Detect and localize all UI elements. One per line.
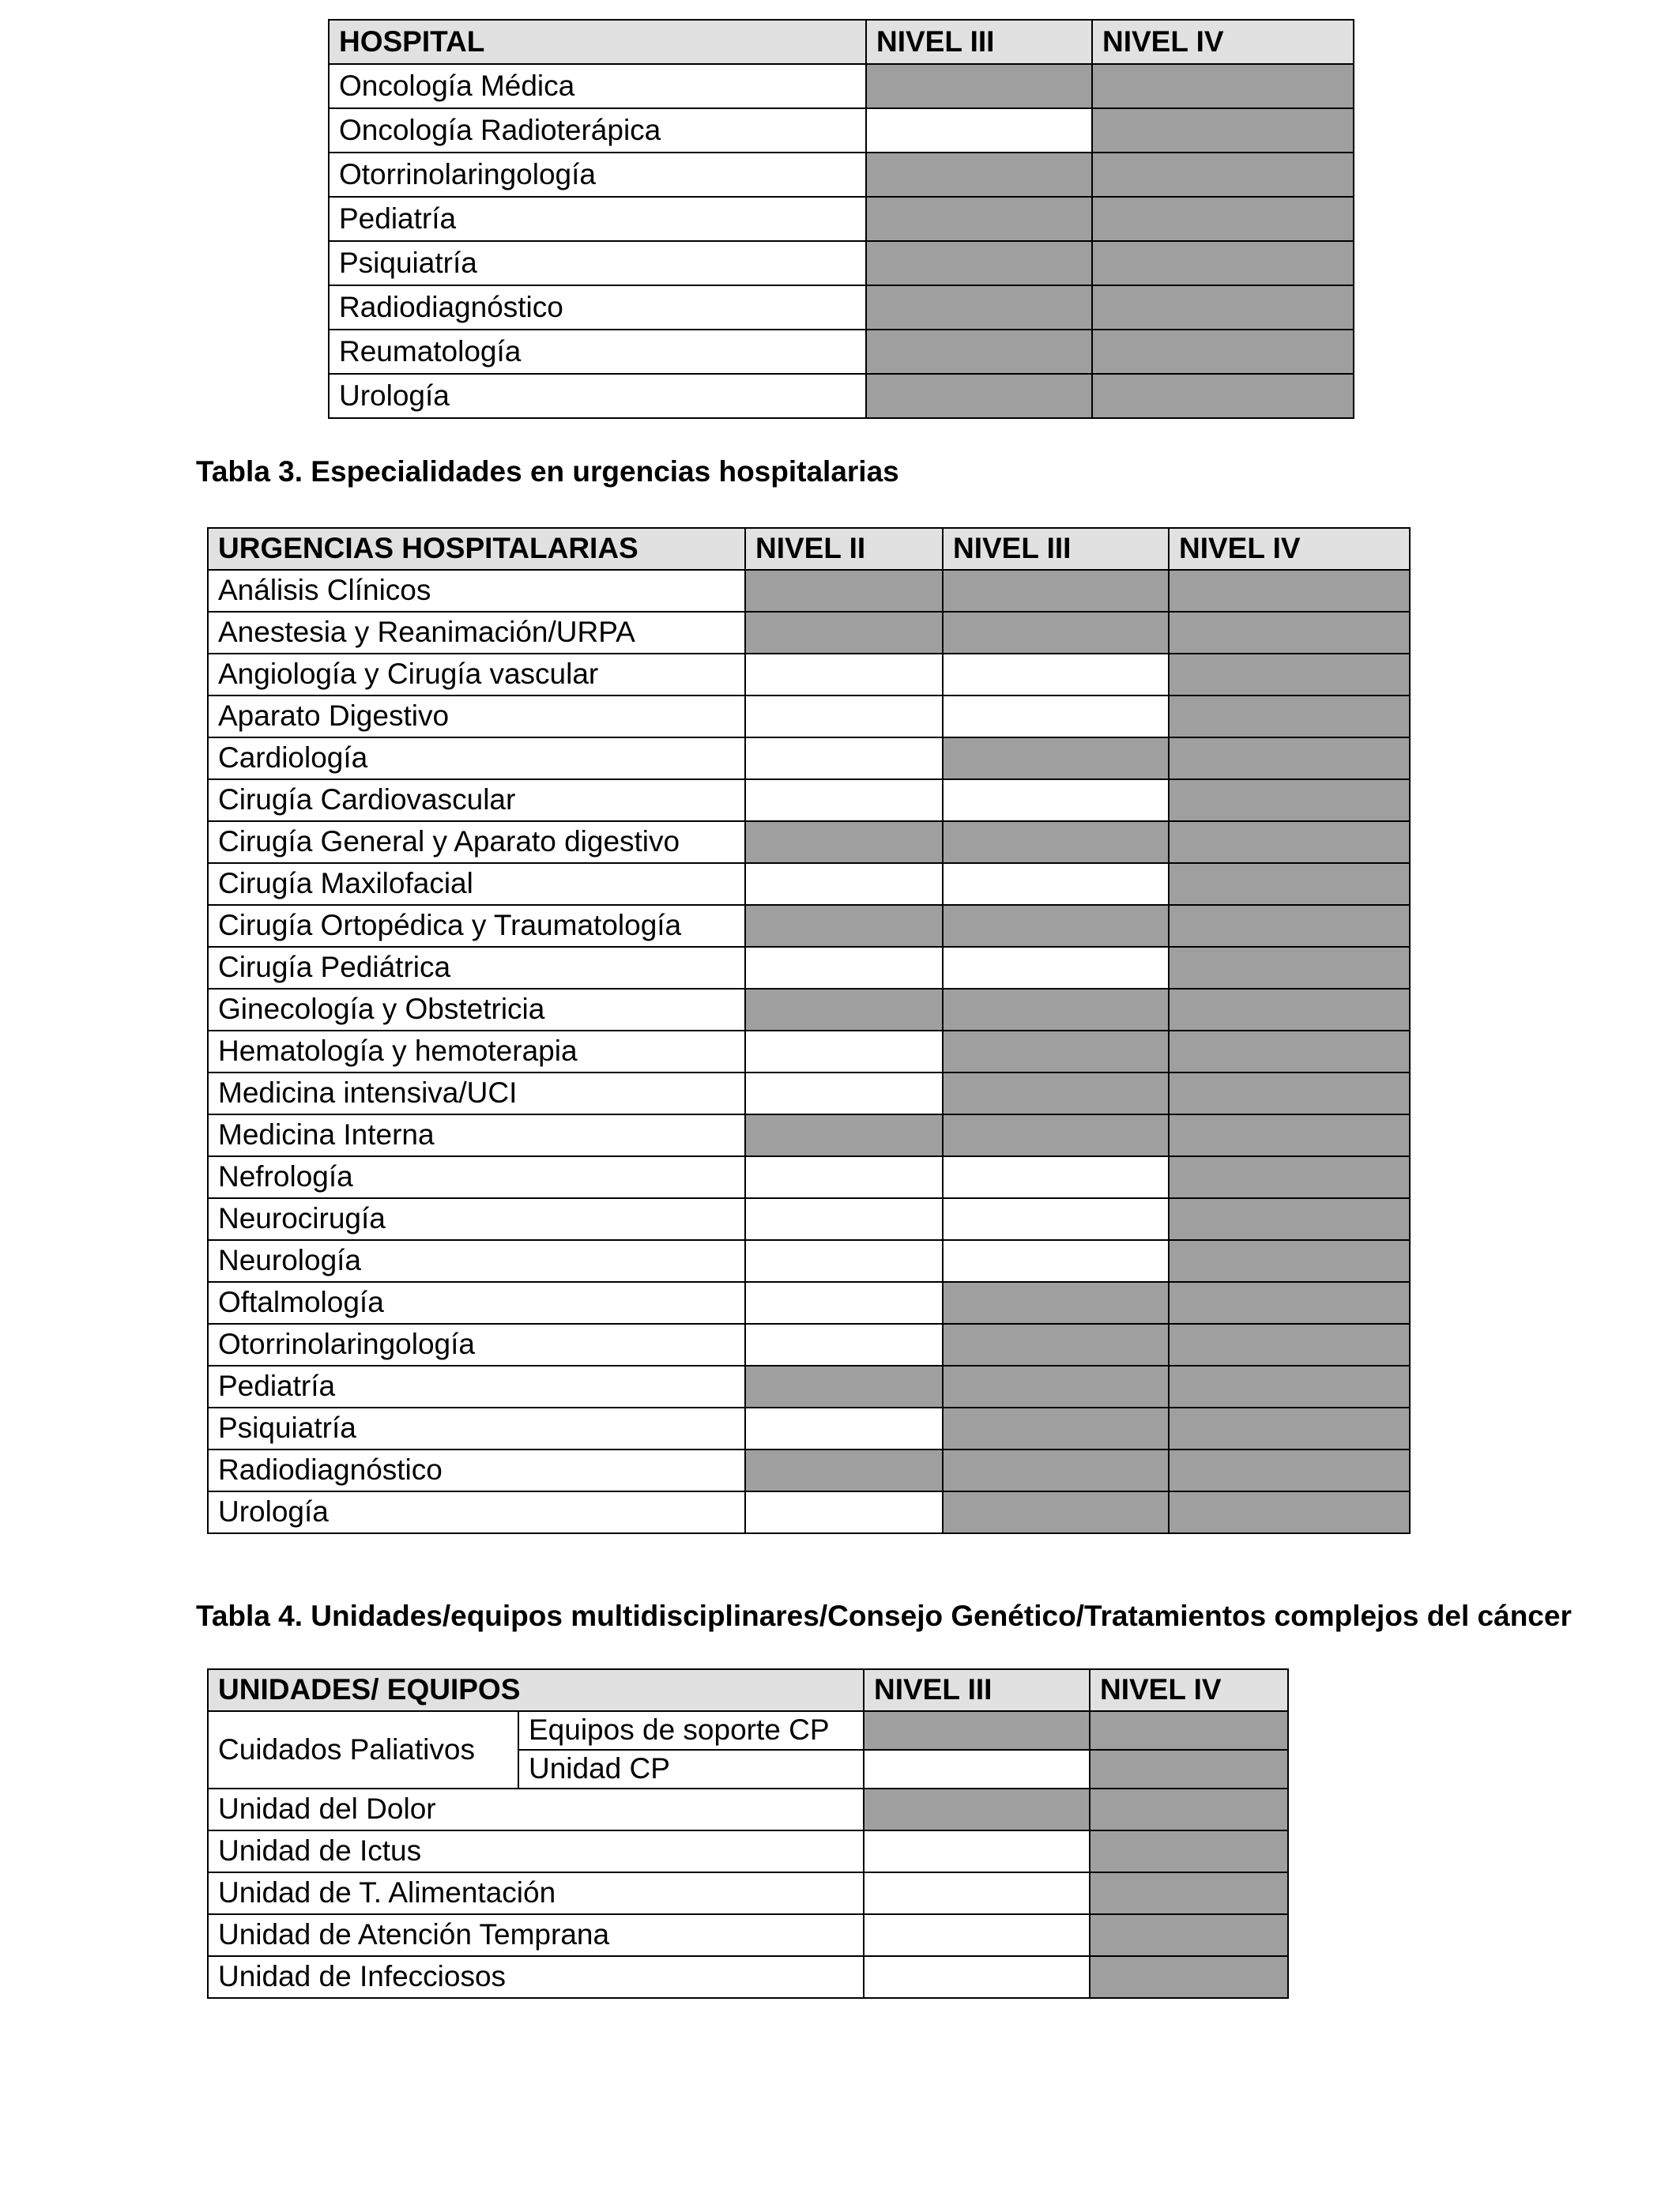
subrow-label: Unidad CP: [518, 1750, 864, 1789]
level-cell: [866, 64, 1092, 108]
table-row: [329, 374, 1354, 418]
table-row: [208, 779, 1410, 821]
table-row: [208, 1408, 1410, 1449]
level-cell: [1092, 285, 1354, 330]
level-cell: [1092, 241, 1354, 285]
table4-caption: Tabla 4. Unidades/equipos multidisciplinares/Consejo Genético/Tratamientos complejos del cáncer: [196, 1600, 1572, 1632]
level-cell: [866, 241, 1092, 285]
level-cell: [864, 1872, 1090, 1914]
level-cell: [943, 821, 1169, 863]
table-row: [208, 1198, 1410, 1240]
level-cell: [1090, 1750, 1288, 1789]
level-cell: [1090, 1711, 1288, 1750]
level-cell: [1169, 737, 1410, 779]
table-row: [208, 1914, 1288, 1956]
row-label: Análisis Clínicos: [208, 570, 745, 612]
level-cell: [1169, 1408, 1410, 1449]
row-label: Urología: [208, 1491, 745, 1533]
table-row: [208, 947, 1410, 989]
table-row: [208, 1072, 1410, 1114]
level-cell: [943, 612, 1169, 654]
level-cell: [745, 821, 943, 863]
level-cell: [1169, 779, 1410, 821]
hospital-levels-table: [328, 19, 1354, 419]
level-cell: [943, 1324, 1169, 1366]
table-row: [208, 1240, 1410, 1282]
row-label: Nefrología: [208, 1156, 745, 1198]
level-cell: [943, 1240, 1169, 1282]
level-cell: [943, 863, 1169, 905]
level-cell: [943, 947, 1169, 989]
row-label: Urología: [329, 374, 866, 418]
row-label: Psiquiatría: [208, 1408, 745, 1449]
level-cell: [1169, 1198, 1410, 1240]
table-row: [208, 696, 1410, 737]
level-cell: [1090, 1956, 1288, 1998]
row-label: Radiodiagnóstico: [208, 1449, 745, 1491]
level-cell: [864, 1789, 1090, 1830]
row-label: Aparato Digestivo: [208, 696, 745, 737]
table-row: [208, 1031, 1410, 1072]
table-row: [329, 285, 1354, 330]
level-cell: [866, 153, 1092, 197]
level-cell: [1092, 108, 1354, 153]
level-cell: [943, 1366, 1169, 1408]
level-cell: [745, 1031, 943, 1072]
level-cell: [943, 905, 1169, 947]
row-label: Radiodiagnóstico: [329, 285, 866, 330]
level-cell: [1169, 1282, 1410, 1324]
row-label: Oftalmología: [208, 1282, 745, 1324]
level-cell: [1169, 654, 1410, 696]
level-cell: [745, 779, 943, 821]
table-row: [329, 197, 1354, 241]
row-label: Reumatología: [329, 330, 866, 374]
level-cell: [943, 570, 1169, 612]
table-header-row: [329, 20, 1354, 64]
level-cell: [745, 1114, 943, 1156]
table3-caption: Tabla 3. Especialidades en urgencias hospitalarias: [196, 455, 899, 488]
row-label: Cirugía Cardiovascular: [208, 779, 745, 821]
row-label: Oncología Radioterápica: [329, 108, 866, 153]
level-cell: [866, 285, 1092, 330]
level-cell: [943, 654, 1169, 696]
level-cell: [866, 197, 1092, 241]
level-cell: [943, 989, 1169, 1031]
level-cell: [864, 1750, 1090, 1789]
row-label: Neurocirugía: [208, 1198, 745, 1240]
level-cell: [943, 1198, 1169, 1240]
table-row: [208, 1956, 1288, 1998]
table-row: [329, 153, 1354, 197]
level-cell: [1169, 905, 1410, 947]
level-cell: [1169, 863, 1410, 905]
row-label: Cirugía Pediátrica: [208, 947, 745, 989]
table-row: [329, 108, 1354, 153]
level-cell: [745, 905, 943, 947]
row-label: Unidad de T. Alimentación: [208, 1872, 864, 1914]
row-label: Unidad de Infecciosos: [208, 1956, 864, 1998]
unidades-table: [207, 1668, 1289, 1999]
row-label: Cirugía General y Aparato digestivo: [208, 821, 745, 863]
table-row: [208, 612, 1410, 654]
level-cell: [745, 1324, 943, 1366]
level-cell: [943, 779, 1169, 821]
table-row: [329, 330, 1354, 374]
row-label: Oncología Médica: [329, 64, 866, 108]
level-cell: [1169, 947, 1410, 989]
level-cell: [1169, 1114, 1410, 1156]
table-row: [208, 905, 1410, 947]
row-label: Anestesia y Reanimación/URPA: [208, 612, 745, 654]
table-header-row: [208, 528, 1410, 570]
level-cell: [1169, 1031, 1410, 1072]
level-cell: [1169, 1156, 1410, 1198]
row-label: Cirugía Maxilofacial: [208, 863, 745, 905]
level-cell: [745, 737, 943, 779]
row-label: Ginecología y Obstetricia: [208, 989, 745, 1031]
row-label: Otorrinolaringología: [208, 1324, 745, 1366]
level-cell: [943, 1072, 1169, 1114]
level-cell: [943, 1156, 1169, 1198]
level-cell: [943, 1449, 1169, 1491]
group-cuidados-paliativos: Cuidados Paliativos: [208, 1711, 518, 1789]
level-cell: [1169, 1240, 1410, 1282]
header-nivel-iii: NIVEL III: [943, 528, 1169, 570]
subrow-label: Equipos de soporte CP: [518, 1711, 864, 1750]
row-label: Unidad de Ictus: [208, 1830, 864, 1872]
table-row: [208, 821, 1410, 863]
table-row: [208, 1711, 1288, 1750]
header-nivel-iii: NIVEL III: [864, 1669, 1090, 1711]
header-unidades: UNIDADES/ EQUIPOS: [208, 1669, 864, 1711]
level-cell: [1169, 821, 1410, 863]
table-header-row: [208, 1669, 1288, 1711]
level-cell: [1169, 1491, 1410, 1533]
table-row: [208, 1366, 1410, 1408]
level-cell: [1090, 1914, 1288, 1956]
level-cell: [745, 947, 943, 989]
level-cell: [1092, 330, 1354, 374]
level-cell: [745, 1449, 943, 1491]
level-cell: [1090, 1789, 1288, 1830]
level-cell: [1169, 989, 1410, 1031]
level-cell: [1169, 570, 1410, 612]
header-nivel-iv: NIVEL IV: [1092, 20, 1354, 64]
row-label: Unidad del Dolor: [208, 1789, 864, 1830]
table-row: [208, 863, 1410, 905]
table-row: [208, 989, 1410, 1031]
level-cell: [943, 737, 1169, 779]
level-cell: [1092, 153, 1354, 197]
level-cell: [745, 654, 943, 696]
header-hospital: HOSPITAL: [329, 20, 866, 64]
level-cell: [1092, 64, 1354, 108]
row-label: Neurología: [208, 1240, 745, 1282]
table-row: [208, 1830, 1288, 1872]
table-row: [329, 64, 1354, 108]
level-cell: [745, 989, 943, 1031]
level-cell: [1092, 197, 1354, 241]
level-cell: [745, 1240, 943, 1282]
header-nivel-ii: NIVEL II: [745, 528, 943, 570]
table-row: [208, 1872, 1288, 1914]
level-cell: [943, 696, 1169, 737]
urgencias-table: [207, 527, 1411, 1534]
level-cell: [864, 1956, 1090, 1998]
level-cell: [745, 1491, 943, 1533]
table-row: [208, 1324, 1410, 1366]
level-cell: [864, 1830, 1090, 1872]
table-row: [208, 1282, 1410, 1324]
row-label: Pediatría: [329, 197, 866, 241]
row-label: Medicina Interna: [208, 1114, 745, 1156]
row-label: Psiquiatría: [329, 241, 866, 285]
table-row: [208, 570, 1410, 612]
level-cell: [943, 1031, 1169, 1072]
level-cell: [745, 1408, 943, 1449]
table-row: [208, 654, 1410, 696]
level-cell: [745, 1072, 943, 1114]
row-label: Otorrinolaringología: [329, 153, 866, 197]
level-cell: [745, 1198, 943, 1240]
level-cell: [943, 1282, 1169, 1324]
level-cell: [943, 1114, 1169, 1156]
header-urgencias: URGENCIAS HOSPITALARIAS: [208, 528, 745, 570]
row-label: Unidad de Atención Temprana: [208, 1914, 864, 1956]
row-label: Pediatría: [208, 1366, 745, 1408]
level-cell: [864, 1711, 1090, 1750]
row-label: Cardiología: [208, 737, 745, 779]
level-cell: [1169, 1449, 1410, 1491]
level-cell: [745, 696, 943, 737]
level-cell: [866, 330, 1092, 374]
level-cell: [943, 1408, 1169, 1449]
header-nivel-iii: NIVEL III: [866, 20, 1092, 64]
row-label: Cirugía Ortopédica y Traumatología: [208, 905, 745, 947]
row-label: Hematología y hemoterapia: [208, 1031, 745, 1072]
table-row: [329, 241, 1354, 285]
row-label: Medicina intensiva/UCI: [208, 1072, 745, 1114]
level-cell: [745, 863, 943, 905]
table-row: [208, 1156, 1410, 1198]
table-row: [208, 1491, 1410, 1533]
level-cell: [864, 1914, 1090, 1956]
row-label: Angiología y Cirugía vascular: [208, 654, 745, 696]
level-cell: [1169, 1072, 1410, 1114]
level-cell: [1169, 696, 1410, 737]
level-cell: [943, 1491, 1169, 1533]
level-cell: [745, 1156, 943, 1198]
table-row: [208, 1449, 1410, 1491]
level-cell: [1169, 612, 1410, 654]
level-cell: [1090, 1872, 1288, 1914]
table-row: [208, 1789, 1288, 1830]
level-cell: [866, 374, 1092, 418]
level-cell: [745, 612, 943, 654]
level-cell: [1169, 1324, 1410, 1366]
level-cell: [1092, 374, 1354, 418]
level-cell: [1169, 1366, 1410, 1408]
table-row: [208, 737, 1410, 779]
header-nivel-iv: NIVEL IV: [1169, 528, 1410, 570]
level-cell: [866, 108, 1092, 153]
level-cell: [1090, 1830, 1288, 1872]
header-nivel-iv: NIVEL IV: [1090, 1669, 1288, 1711]
table-row: [208, 1114, 1410, 1156]
level-cell: [745, 570, 943, 612]
level-cell: [745, 1282, 943, 1324]
level-cell: [745, 1366, 943, 1408]
